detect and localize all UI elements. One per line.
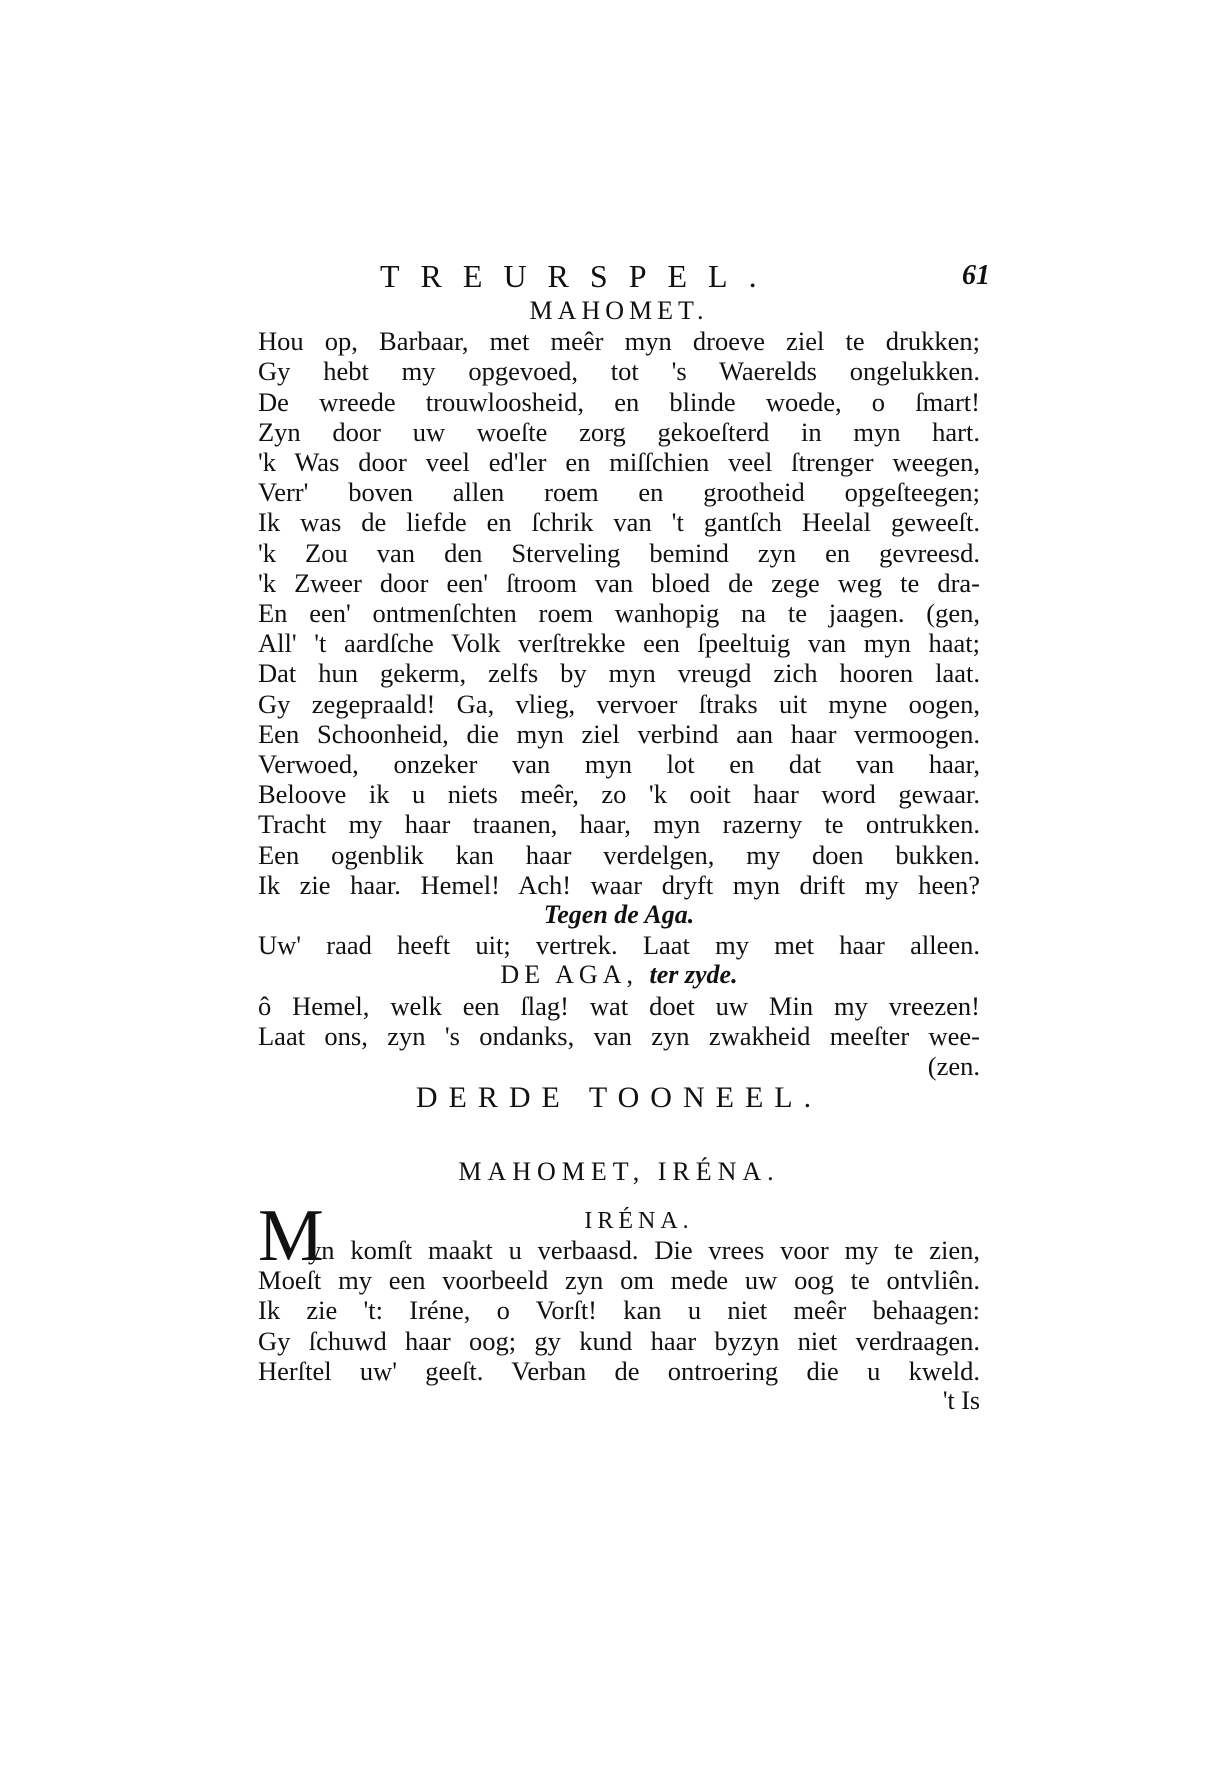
catchword: 't Is: [942, 1386, 980, 1416]
scene-cast: MAHOMET, IRÉNA.: [458, 1157, 780, 1187]
speaker-heading-irena: IRÉNA.: [584, 1208, 694, 1235]
turnover-syllable: (zen.: [927, 1051, 980, 1082]
speaker-heading-mahomet: MAHOMET.: [529, 296, 709, 325]
text-block: [258, 296, 980, 1416]
stage-direction: Tegen de Aga.: [543, 900, 695, 930]
verse-line: 'k Zou van den Sterveling bemind zyn en gevreesd.: [258, 537, 980, 568]
scene-title: DERDE TOONEEL.: [415, 1081, 823, 1115]
verse-line: Een ogenblik kan haar verdelgen, my doen bukken.: [258, 839, 980, 870]
speaker-heading-aga: [258, 960, 980, 990]
verse-line: Ik zie 't: Iréne, o Vorſt! kan u niet meêr behaagen:: [258, 1295, 980, 1326]
speaker-name: DE AGA,: [500, 960, 638, 990]
aside-direction: ter zyde.: [649, 960, 738, 990]
running-title: TREURSPEL.: [380, 258, 778, 294]
verse-line: En een' ontmenſchten roem wanhopig na te jaagen. (gen,: [258, 598, 980, 629]
verse-line: Gy hebt my opgevoed, tot 's Waerelds ongelukken.: [258, 356, 980, 387]
verse-line: Gy zegepraald! Ga, vlieg, vervoer ſtraks uit myne oogen,: [258, 688, 980, 719]
verse-line: 'k Was door veel ed'ler en miſſchien veel ſtrenger weegen,: [258, 447, 980, 478]
verse-line: Beloove ik u niets meêr, zo 'k ooit haar word gewaar.: [258, 779, 980, 810]
verse-line: Verr' boven allen roem en grootheid opgeſteegen;: [258, 477, 980, 508]
drop-cap: M: [258, 1195, 324, 1278]
verse-line: ô Hemel, welk een ſlag! wat doet uw Min my vreezen!: [258, 990, 980, 1021]
verse-line: yn komſt maakt u verbaasd. Die vrees voor my te zien,: [308, 1235, 980, 1266]
verse-line: Laat ons, zyn 's ondanks, van zyn zwakheid meeſter wee-: [258, 1020, 980, 1051]
verse-line: Verwoed, onzeker van myn lot en dat van haar,: [258, 749, 980, 780]
verse-line: Moeſt my een voorbeeld zyn om mede uw oog te ontvliên.: [258, 1265, 980, 1296]
verse-line: All' 't aardſche Volk verſtrekke een ſpeeltuig van myn haat;: [258, 628, 980, 659]
verse-line: Ik zie haar. Hemel! Ach! waar dryft myn drift my heen?: [258, 869, 980, 900]
verse-line: Uw' raad heeft uit; vertrek. Laat my met haar alleen.: [258, 930, 980, 961]
verse-line: Tracht my haar traanen, haar, myn razerny te ontrukken.: [258, 809, 980, 840]
verse-line: Gy ſchuwd haar oog; gy kund haar byzyn niet verdraagen.: [258, 1325, 980, 1356]
speech-aga: [258, 991, 980, 1081]
verse-line: 'k Zweer door een' ſtroom van bloed de zege weg te dra-: [258, 567, 980, 598]
verse-line: Zyn door uw woeſte zorg gekoeſterd in myn hart.: [258, 416, 980, 447]
verse-line: Een Schoonheid, die myn ziel verbind aan haar vermoogen.: [258, 718, 980, 749]
verse-line: Dat hun gekerm, zelfs by myn vreugd zich hooren laat.: [258, 658, 980, 689]
verse-line: Ik was de liefde en ſchrik van 't gantſch Heelal geweeſt.: [258, 507, 980, 538]
verse-line: Herſtel uw' geeſt. Verban de ontroering die u kweld.: [258, 1355, 980, 1386]
speech-mahomet: [258, 326, 980, 900]
page-number: 61: [962, 260, 990, 291]
verse-line: De wreede trouwloosheid, en blinde woede, o ſmart!: [258, 386, 980, 417]
verse-line: Hou op, Barbaar, met meêr myn droeve ziel te drukken;: [258, 326, 980, 357]
running-head: [380, 258, 990, 298]
